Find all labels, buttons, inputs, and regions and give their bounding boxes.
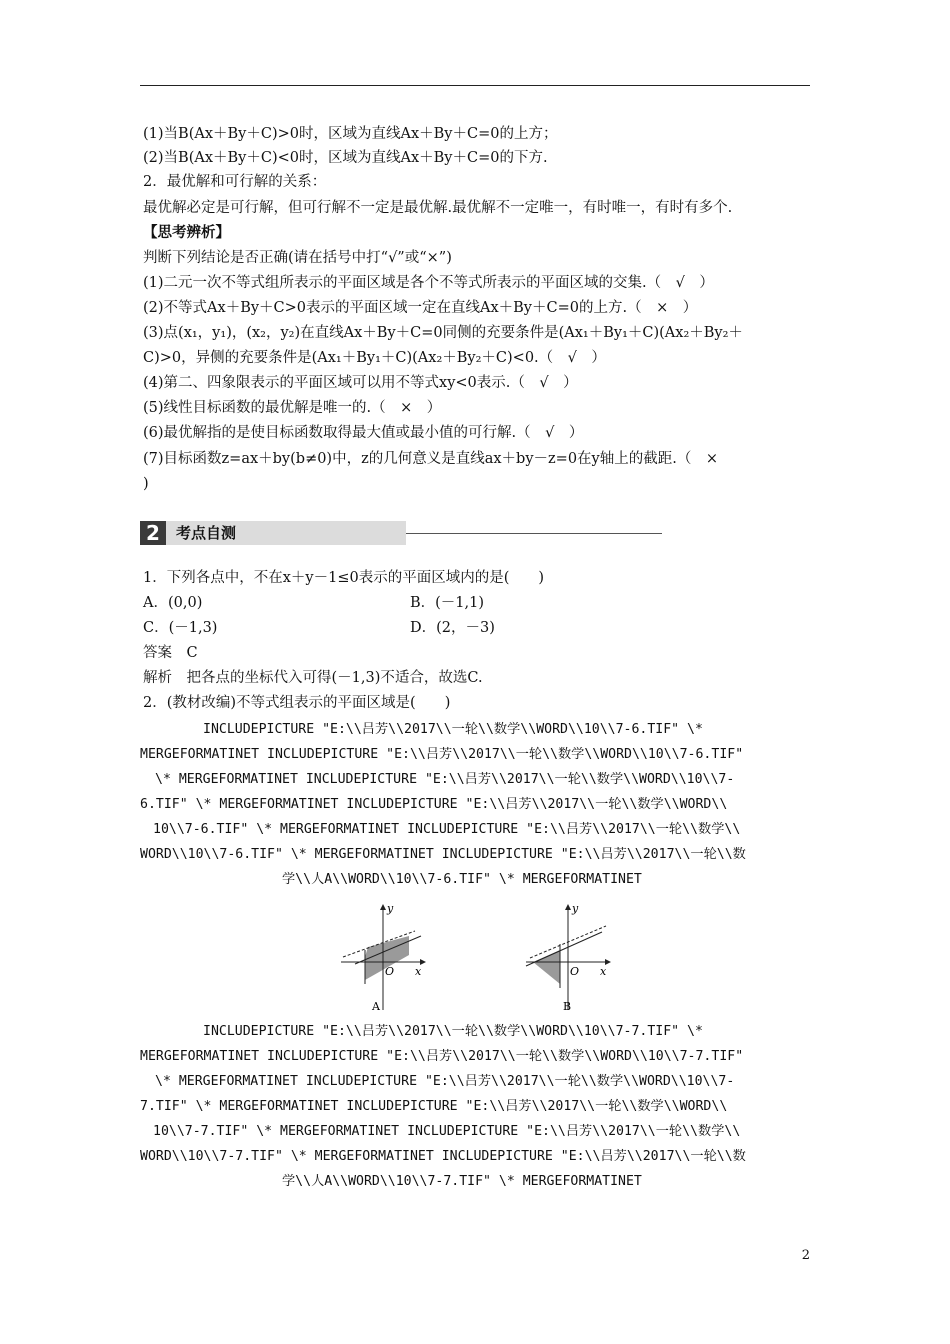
header-rule: [140, 85, 810, 86]
section-header: [140, 521, 520, 545]
text-line: (2)不等式Ax＋By＋C>0表示的平面区域一定在直线Ax＋By＋C=0的上方.（ × ）: [143, 300, 698, 316]
field-code-line: WORD\\10\\7-7.TIF" \* MERGEFORMATINET INCLUDEPICTURE "E:\\吕芳\\2017\\一轮\\数: [140, 1149, 746, 1164]
field-code-line: 7.TIF" \* MERGEFORMATINET INCLUDEPICTURE "E:\\吕芳\\2017\\一轮\\数学\\WORD\\: [140, 1099, 728, 1114]
analysis-line: 解析 把各点的坐标代入可得(－1,3)不适合，故选C.: [143, 670, 483, 686]
field-code-line: 学\\人A\\WORD\\10\\7-7.TIF" \* MERGEFORMATINET: [282, 1174, 642, 1189]
page-number: 2: [801, 1248, 810, 1263]
figure-b: [520, 900, 615, 1020]
section-number: 2: [140, 521, 166, 545]
section-divider: [406, 533, 662, 534]
field-code-line: 10\\7-6.TIF" \* MERGEFORMATINET INCLUDEPICTURE "E:\\吕芳\\2017\\一轮\\数学\\: [153, 822, 741, 837]
option-b: B．(－1,1): [410, 595, 485, 611]
option-d: D．(2，－3): [410, 620, 495, 636]
subheading-thinking: 【思考辨析】: [143, 224, 230, 241]
field-code-line: MERGEFORMATINET INCLUDEPICTURE "E:\\吕芳\\2017\\一轮\\数学\\WORD\\10\\7-6.TIF": [140, 747, 744, 762]
field-code-line: INCLUDEPICTURE "E:\\吕芳\\2017\\一轮\\数学\\WORD\\10\\7-6.TIF" \*: [203, 722, 703, 737]
origin-label: O: [570, 965, 580, 978]
text-line: 判断下列结论是否正确(请在括号中打“√”或“×”): [143, 250, 452, 266]
text-line: 最优解必定是可行解，但可行解不一定是最优解.最优解不一定唯一，有时唯一，有时有多个.: [143, 200, 733, 216]
x-axis-label: x: [415, 965, 422, 978]
text-line: (4)第二、四象限表示的平面区域可以用不等式xy<0表示.（ √ ）: [143, 375, 578, 391]
option-c: C．(－1,3): [143, 620, 218, 636]
solid-boundary: [526, 932, 602, 966]
x-axis-label: x: [600, 965, 607, 978]
field-code-line: 学\\人A\\WORD\\10\\7-6.TIF" \* MERGEFORMATINET: [282, 872, 642, 887]
text-line: ): [143, 476, 149, 492]
answer-line: 答案 C: [143, 645, 198, 661]
text-line: C)>0，异侧的充要条件是(Ax₁＋By₁＋C)(Ax₂＋By₂＋C)<0.（ √ ）: [143, 350, 606, 366]
field-code-line: INCLUDEPICTURE "E:\\吕芳\\2017\\一轮\\数学\\WORD\\10\\7-7.TIF" \*: [203, 1024, 703, 1039]
y-axis-label: y: [572, 902, 579, 915]
field-code-line: \* MERGEFORMATINET INCLUDEPICTURE "E:\\吕芳\\2017\\一轮\\数学\\WORD\\10\\7-: [155, 772, 735, 787]
section-title: 考点自测: [166, 521, 406, 545]
text-line: (5)线性目标函数的最优解是唯一的.（ × ）: [143, 400, 442, 416]
figure-a: [335, 900, 430, 1020]
text-line: (3)点(x₁，y₁)，(x₂，y₂)在直线Ax＋By＋C=0同侧的充要条件是(Ax₁＋By₁＋C)(Ax₂＋By₂＋: [143, 325, 743, 341]
field-code-line: MERGEFORMATINET INCLUDEPICTURE "E:\\吕芳\\2017\\一轮\\数学\\WORD\\10\\7-7.TIF": [140, 1049, 744, 1064]
field-code-line: WORD\\10\\7-6.TIF" \* MERGEFORMATINET INCLUDEPICTURE "E:\\吕芳\\2017\\一轮\\数: [140, 847, 746, 862]
question-2-stem: 2．(教材改编)不等式组表示的平面区域是( ): [143, 695, 451, 711]
field-code-line: 6.TIF" \* MERGEFORMATINET INCLUDEPICTURE "E:\\吕芳\\2017\\一轮\\数学\\WORD\\: [140, 797, 728, 812]
text-line: (6)最优解指的是使目标函数取得最大值或最小值的可行解.（ √ ）: [143, 425, 584, 441]
field-code-line: \* MERGEFORMATINET INCLUDEPICTURE "E:\\吕芳\\2017\\一轮\\数学\\WORD\\10\\7-: [155, 1074, 735, 1089]
text-line: (7)目标函数z=ax＋by(b≠0)中，z的几何意义是直线ax＋by－z=0在y轴上的截距.（ ×: [143, 451, 718, 467]
option-a: A．(0,0): [143, 595, 203, 611]
text-line: (1)当B(Ax＋By＋C)>0时，区域为直线Ax＋By＋C=0的上方；: [143, 126, 558, 142]
question-1-stem: 1．下列各点中，不在x＋y－1≤0表示的平面区域内的是( ): [143, 570, 545, 586]
text-line: (1)二元一次不等式组所表示的平面区域是各个不等式所表示的平面区域的交集.（ √ ）: [143, 275, 714, 291]
text-line: (2)当B(Ax＋By＋C)<0时，区域为直线Ax＋By＋C=0的下方.: [143, 150, 548, 166]
figure-label-a: A: [372, 1000, 380, 1013]
y-axis-label: y: [387, 902, 394, 915]
origin-label: O: [385, 965, 395, 978]
field-code-line: 10\\7-7.TIF" \* MERGEFORMATINET INCLUDEPICTURE "E:\\吕芳\\2017\\一轮\\数学\\: [153, 1124, 741, 1139]
figure-label-b: B: [563, 1000, 572, 1013]
text-line: 2．最优解和可行解的关系：: [143, 174, 327, 190]
